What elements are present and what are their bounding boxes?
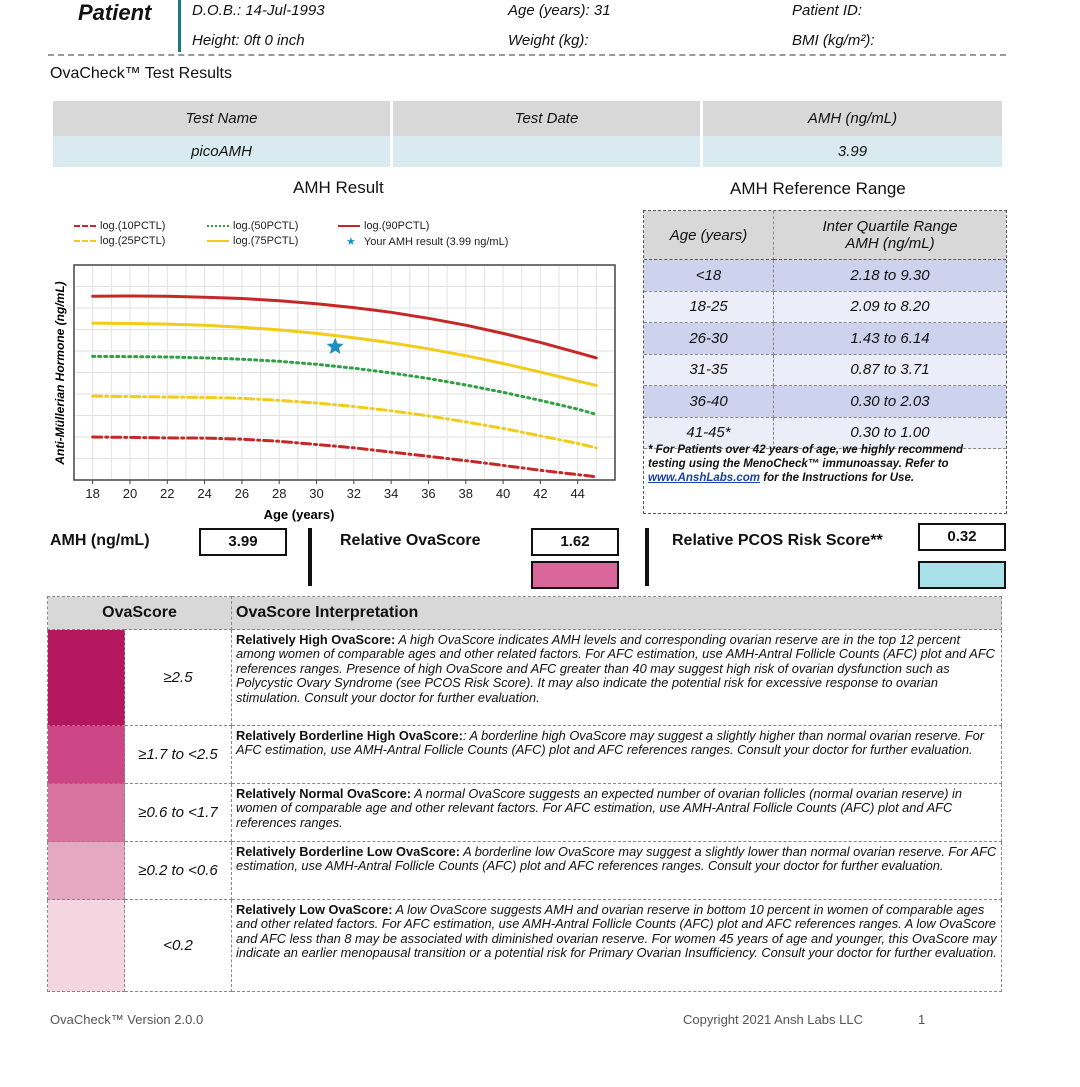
x-tick-label: 26 xyxy=(234,486,250,501)
footer-page-number: 1 xyxy=(918,1012,926,1027)
section-title: OvaCheck™ Test Results xyxy=(50,65,232,82)
chart-legend xyxy=(74,220,594,254)
anshlabs-link[interactable]: www.AnshLabs.com xyxy=(648,472,761,484)
table-row: 36-40 0.30 to 2.03 xyxy=(644,386,1006,418)
test-results-table xyxy=(50,101,1005,167)
table-row: 41-45* 0.30 to 1.00 xyxy=(644,417,1006,449)
score-color-swatch xyxy=(48,630,125,726)
test-date-header: Test Date xyxy=(393,101,700,136)
test-date-cell xyxy=(393,136,700,167)
score-color-swatch xyxy=(48,726,125,784)
legend-item-50pctl: log.(50PCTL) xyxy=(207,220,298,232)
x-tick-label: 30 xyxy=(309,486,324,501)
x-tick-label: 40 xyxy=(495,486,511,501)
pcos-score-label: Relative PCOS Risk Score** xyxy=(672,532,883,549)
reference-footnote: * For Patients over 42 years of age, we highly recommend testing using the MenoCheck™ immunoassay. Refer to www.AnshLabs.com for the Instructions for Use. xyxy=(648,444,964,484)
bmi-field: BMI (kg/m²): xyxy=(792,32,875,49)
amh-chart xyxy=(44,258,624,528)
x-tick-label: 18 xyxy=(85,486,100,501)
x-tick-label: 32 xyxy=(346,486,362,501)
score-divider xyxy=(645,528,649,586)
score-description: Relatively Normal OvaScore: A normal OvaScore suggests an expected number of ovarian follicles (normal ovarian reserve) in women of comparable age and other relevant factors. For AFC estimation, use AMH-Antral Follicle Counts (AFC) plot and AFC references ranges. xyxy=(232,784,1002,842)
score-description: Relatively High OvaScore: A high OvaScore indicates AMH levels and corresponding ovarian reserve are in the top 12 percent among women of comparable ages and other related factors. For AFC estimation, use AMH-Antral Follicle Counts (AFC) plot and AFC references ranges. Presence of high OvaScore and AFC greater than 40 may suggest high risk of ovarian dysfunction such as Polycystic Ovary Syndrome (see PCOS Risk Score). It may also indicate the potential risk for excessive response to ovarian stimulation. Consult your doctor for further evaluation. xyxy=(232,630,1002,726)
chart-series xyxy=(93,296,597,477)
legend-item-25pctl: log.(25PCTL) xyxy=(74,235,165,247)
table-row: 31-35 0.87 to 3.71 xyxy=(644,354,1006,386)
age-field: Age (years): 31 xyxy=(508,2,611,19)
x-tick-label: 38 xyxy=(458,486,473,501)
footer-copyright: Copyright 2021 Ansh Labs LLC xyxy=(683,1012,863,1027)
patient-id-field: Patient ID: xyxy=(792,2,863,19)
x-tick-label: 20 xyxy=(122,486,138,501)
x-tick-label: 44 xyxy=(570,486,585,501)
table-row: 18-25 2.09 to 8.20 xyxy=(644,291,1006,323)
score-range: <0.2 xyxy=(125,900,232,992)
x-tick-label: 36 xyxy=(421,486,436,501)
x-axis-ticks xyxy=(85,480,585,501)
patient-heading: Patient xyxy=(78,0,152,25)
legend-item-your-result: ★ Your AMH result (3.99 ng/mL) xyxy=(346,236,509,248)
reference-range-box xyxy=(643,210,1007,514)
table-row xyxy=(48,900,1002,992)
test-name-cell: picoAMH xyxy=(53,136,390,167)
pcos-color-swatch xyxy=(918,561,1006,589)
footer-version: OvaCheck™ Version 2.0.0 xyxy=(50,1012,204,1027)
dob-field: D.O.B.: 14-Jul-1993 xyxy=(192,2,325,19)
series-log-10pctl- xyxy=(93,437,597,477)
ovascore-value: 1.62 xyxy=(531,528,619,556)
score-color-swatch xyxy=(48,842,125,900)
table-row xyxy=(48,630,1002,726)
score-color-swatch xyxy=(48,900,125,992)
table-row xyxy=(48,842,1002,900)
score-description: Relatively Low OvaScore: A low OvaScore suggests AMH and ovarian reserve in bottom 10 percent in women of comparable ages and other related factors. For AFC estimation, use AMH-Antral Follicle Counts (AFC) plot and AFC references ranges. A low OvaScore and AFC less than 8 may be associated with diminished ovarian reserve. For women 45 years of age and younger, this OvaScore may indicate an earlier menopausal transition or a potential risk for Primary Ovarian Insufficiency. Consult your doctor for further evaluation. xyxy=(232,900,1002,992)
header-divider xyxy=(178,0,181,52)
header-separator xyxy=(48,54,1006,56)
legend-item-90pctl: log.(90PCTL) xyxy=(338,220,429,232)
series-log-25pctl- xyxy=(93,396,597,448)
amh-result-title: AMH Result xyxy=(293,178,384,197)
ovascore-interpretation-table xyxy=(47,596,1002,992)
score-description: Relatively Borderline High OvaScore:: A borderline high OvaScore may suggest a slightly higher than normal ovarian reserve. For AFC estimation, use AMH-Antral Follicle Counts (AFC) plot and AFC references ranges. Consult your doctor for further evaluation. xyxy=(232,726,1002,784)
x-axis-label: Age (years) xyxy=(263,507,335,522)
reference-range-table xyxy=(644,211,1006,449)
y-axis-label: Anti-Müllerian Hormone (ng/mL) xyxy=(53,281,67,465)
x-tick-label: 28 xyxy=(271,486,287,501)
interpretation-header: OvaScore Interpretation xyxy=(232,597,1002,630)
ovascore-label: Relative OvaScore xyxy=(340,532,481,549)
score-divider xyxy=(308,528,312,586)
x-tick-label: 34 xyxy=(383,486,399,501)
score-color-swatch xyxy=(48,784,125,842)
amh-value-cell: 3.99 xyxy=(703,136,1002,167)
iqr-column-header: Inter Quartile Range AMH (ng/mL) xyxy=(774,211,1007,260)
series-log-90pctl- xyxy=(93,296,597,358)
pcos-score-value: 0.32 xyxy=(918,523,1006,551)
x-tick-label: 24 xyxy=(197,486,212,501)
series-log-75pctl- xyxy=(93,323,597,385)
table-row: <18 2.18 to 9.30 xyxy=(644,260,1006,292)
score-range: ≥0.6 to <1.7 xyxy=(125,784,232,842)
reference-range-title: AMH Reference Range xyxy=(730,179,906,198)
amh-score-value: 3.99 xyxy=(199,528,287,556)
table-row xyxy=(48,726,1002,784)
legend-item-75pctl: log.(75PCTL) xyxy=(207,235,298,247)
x-tick-label: 22 xyxy=(160,486,175,501)
ovascore-header: OvaScore xyxy=(48,597,232,630)
weight-field: Weight (kg): xyxy=(508,32,589,49)
x-tick-label: 42 xyxy=(533,486,548,501)
amh-header: AMH (ng/mL) xyxy=(703,101,1002,136)
star-icon: ★ xyxy=(346,236,356,248)
score-description: Relatively Borderline Low OvaScore: A borderline low OvaScore may suggest a slightly lower than normal ovarian reserve. For AFC estimation, use AMH-Antral Follicle Counts (AFC) plot and AFC references ranges. Consult your doctor for further evaluation. xyxy=(232,842,1002,900)
score-range: ≥2.5 xyxy=(125,630,232,726)
score-range: ≥0.2 to <0.6 xyxy=(125,842,232,900)
table-row xyxy=(48,784,1002,842)
age-column-header: Age (years) xyxy=(644,211,774,260)
legend-item-10pctl: log.(10PCTL) xyxy=(74,220,165,232)
score-range: ≥1.7 to <2.5 xyxy=(125,726,232,784)
test-name-header: Test Name xyxy=(53,101,390,136)
ovascore-color-swatch xyxy=(531,561,619,589)
amh-score-label: AMH (ng/mL) xyxy=(50,532,150,549)
height-field: Height: 0ft 0 inch xyxy=(192,32,305,49)
table-row: 26-30 1.43 to 6.14 xyxy=(644,323,1006,355)
